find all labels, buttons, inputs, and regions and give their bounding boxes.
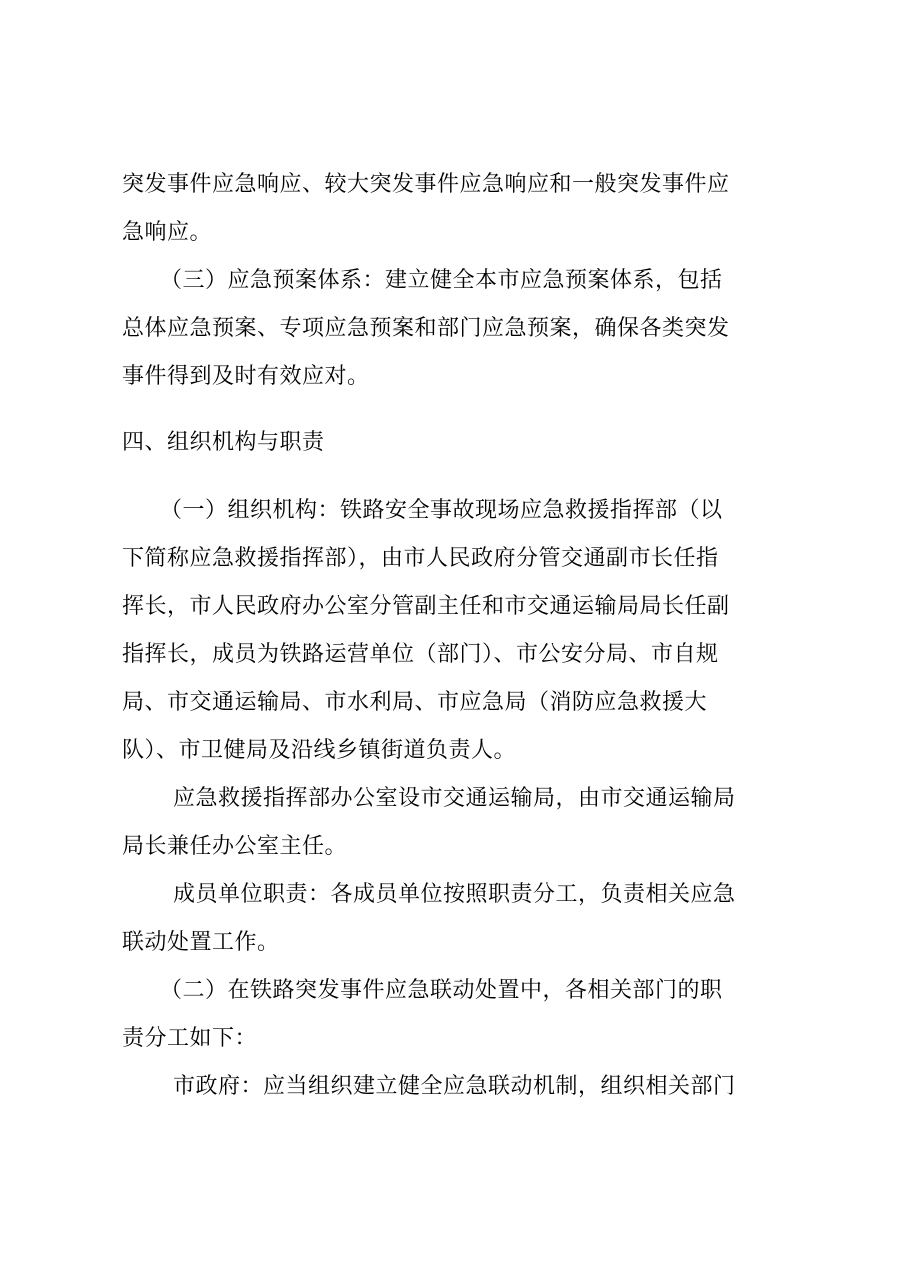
text-line: 指挥长，成员为铁路运营单位（部门）、市公安分局、市自规 [122,642,719,667]
text-line: 局、市交通运输局、市水利局、市应急局（消防应急救援大 [122,690,708,715]
text-line: 总体应急预案、专项应急预案和部门应急预案，确保各类突发 [122,316,730,341]
section-heading: 四、组织机构与职责 [122,430,325,455]
text-line: 突发事件应急响应、较大突发事件应急响应和一般突发事件应 [122,172,730,197]
text-line: 成员单位职责：各成员单位按照职责分工，负责相关应急 [173,882,736,907]
text-line: （二）在铁路突发事件应急联动处置中，各相关部门的职 [160,978,723,1003]
text-line: （三）应急预案体系：建立健全本市应急预案体系，包括 [160,268,723,293]
text-line: 事件得到及时有效应对。 [122,364,370,389]
text-line: 挥长，市人民政府办公室分管副主任和市交通运输局局长任副 [122,594,730,619]
text-line: 应急救援指挥部办公室设市交通运输局，由市交通运输局 [173,786,736,811]
text-line: 市政府：应当组织建立健全应急联动机制，组织相关部门 [173,1074,736,1099]
text-line: 联动处置工作。 [122,930,280,955]
text-line: 责分工如下： [122,1026,258,1051]
text-line: 局长兼任办公室主任。 [122,834,348,859]
text-line: （一）组织机构：铁路安全事故现场应急救援指挥部（以 [160,498,723,523]
text-line: 下简称应急救援指挥部），由市人民政府分管交通副市长任指 [122,546,719,571]
text-line: 急响应。 [122,220,213,245]
text-line: 队）、市卫健局及沿线乡镇街道负责人。 [122,738,517,763]
